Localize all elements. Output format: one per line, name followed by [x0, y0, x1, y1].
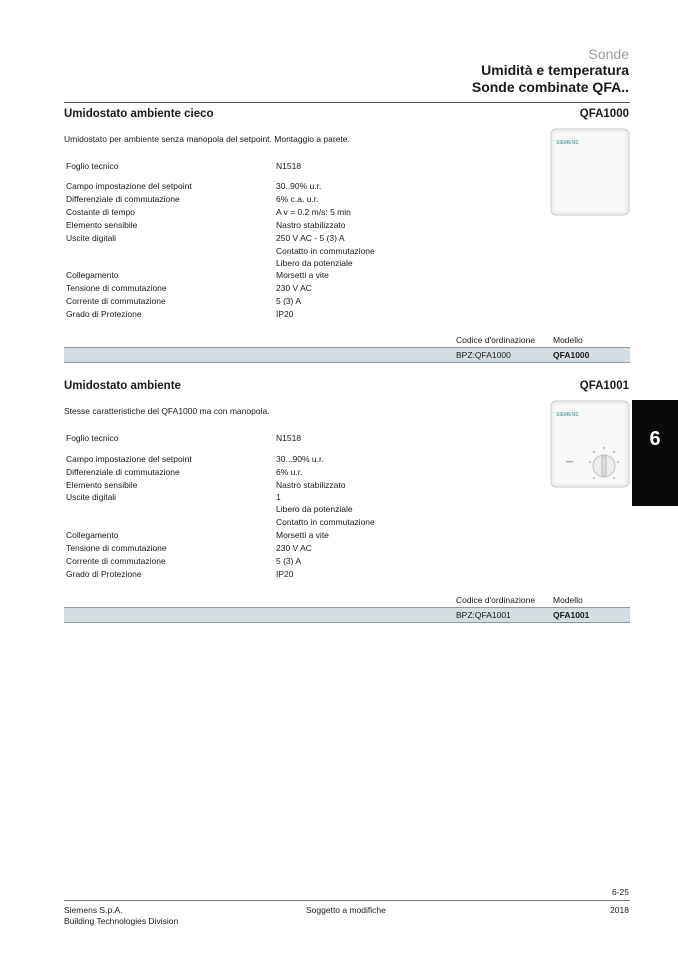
spec-label: Grado di Protezione [66, 569, 142, 579]
product-image-qfa1001 [550, 400, 630, 488]
spec-value-extra: Contatto in commutazione [276, 517, 375, 527]
section-title: Umidostato ambiente [64, 380, 181, 392]
model-header: Modello [553, 335, 583, 345]
spec-value: Morsetti a vite [276, 530, 329, 540]
chapter-tab [632, 400, 678, 506]
spec-label: Tensione di commutazione [66, 283, 167, 293]
order-row [64, 347, 630, 363]
spec-label: Collegamento [66, 270, 119, 280]
spec-label: Corrente di commutazione [66, 556, 166, 566]
section-description: Stesse caratteristiche del QFA1000 ma con manopola. [64, 406, 270, 416]
brand-logo: SIEMENS [556, 412, 579, 418]
model-code: QFA1001 [553, 610, 590, 620]
spec-value: 30..90% u.r. [276, 181, 322, 191]
spec-value-extra: Contatto in commutazione [276, 246, 375, 256]
spec-value: Morsetti a vite [276, 270, 329, 280]
spec-value: 230 V AC [276, 543, 312, 553]
spec-value: IP20 [276, 309, 294, 319]
spec-value: 6% c.a. u.r. [276, 194, 319, 204]
spec-label: Campo impostazione del setpoint [66, 181, 192, 191]
order-code-header: Codice d'ordinazione [456, 335, 536, 345]
order-code-header: Codice d'ordinazione [456, 595, 536, 605]
spec-label: Differenziale di commutazione [66, 467, 180, 477]
spec-value: IP20 [276, 569, 294, 579]
spec-label: Differenziale di commutazione [66, 194, 180, 204]
order-code: BPZ:QFA1000 [456, 350, 511, 360]
brand-logo: SIEMENS [556, 140, 579, 146]
section-code: QFA1001 [579, 380, 629, 392]
spec-value: 5 (3) A [276, 556, 302, 566]
spec-value: A v = 0.2 m/s: 5 min [276, 207, 351, 217]
spec-value: 6% u.r. [276, 467, 303, 477]
spec-value: 30...90% u.r. [276, 454, 324, 464]
spec-value: Nastro stabilizzato [276, 480, 346, 490]
spec-label: Costante di tempo [66, 207, 135, 217]
spec-value: 5 (3) A [276, 296, 302, 306]
spec-label: Foglio tecnico [66, 433, 119, 443]
spec-value-extra: Libero da potenziale [276, 504, 353, 514]
spec-label: Foglio tecnico [66, 161, 119, 171]
spec-label: Grado di Protezione [66, 309, 142, 319]
footer-year: 2018 [610, 905, 629, 915]
spec-value: N1518 [276, 161, 302, 171]
spec-value: N1518 [276, 433, 302, 443]
product-image-qfa1000 [550, 128, 630, 216]
spec-label: Elemento sensibile [66, 480, 138, 490]
spec-label: Uscite digitali [66, 233, 117, 243]
spec-label: Collegamento [66, 530, 119, 540]
spec-value: 230 V AC [276, 283, 312, 293]
footer-division: Building Technologies Division [64, 916, 179, 926]
spec-label: Uscite digitali [66, 492, 117, 502]
section-code: QFA1000 [579, 108, 629, 120]
header-divider [64, 102, 630, 103]
header-subtitle-2: Sonde combinate QFA.. [471, 79, 629, 95]
spec-value: 1 [276, 492, 281, 502]
model-header: Modello [553, 595, 583, 605]
chapter-number: 6 [649, 428, 661, 450]
spec-label: Corrente di commutazione [66, 296, 166, 306]
spec-label: Campo impostazione del setpoint [66, 454, 192, 464]
footer-divider [64, 900, 630, 901]
model-code: QFA1000 [553, 350, 590, 360]
spec-value: 250 V AC - 5 (3) A [276, 233, 345, 243]
order-row [64, 607, 630, 623]
footer-notice: Soggetto a modifiche [306, 905, 386, 915]
spec-value: Nastro stabilizzato [276, 220, 346, 230]
page-number: 6-25 [611, 887, 629, 897]
order-code: BPZ:QFA1001 [456, 610, 511, 620]
section-description: Umidostato per ambiente senza manopola del setpoint. Montaggio a parete. [64, 134, 350, 144]
section-title: Umidostato ambiente cieco [64, 108, 214, 120]
spec-value-extra: Libero da potenziale [276, 258, 353, 268]
spec-label: Tensione di commutazione [66, 543, 167, 553]
spec-label: Elemento sensibile [66, 220, 138, 230]
header-category: Sonde [588, 46, 629, 62]
header-subtitle-1: Umidità e temperatura [481, 62, 629, 78]
footer-company: Siemens S.p.A. [64, 905, 123, 915]
